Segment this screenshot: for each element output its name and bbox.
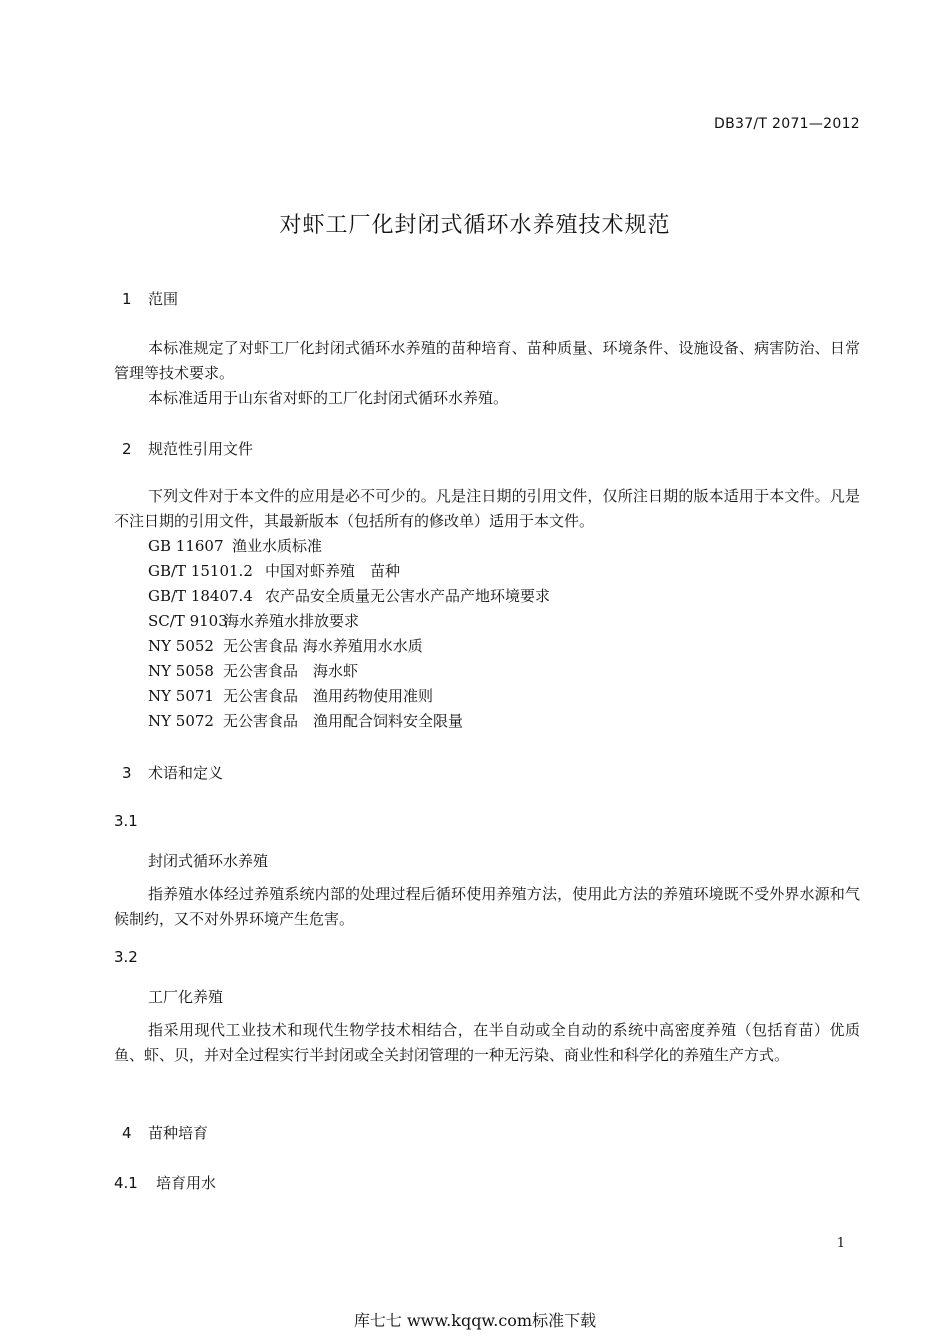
reference-code: GB 11607 [148, 537, 224, 555]
definition-number: 3.1 [114, 812, 138, 830]
reference-item [148, 609, 359, 634]
reference-code: GB/T 15101.2 [148, 562, 253, 580]
section-number: 2 [122, 440, 132, 458]
reference-name: 无公害食品 渔用配合饲料安全限量 [223, 712, 464, 730]
reference-name: 农产品安全质量无公害水产品产地环境要求 [265, 587, 551, 605]
definition-number: 3.2 [114, 948, 138, 966]
reference-code: GB/T 18407.4 [148, 587, 253, 605]
section-1-paragraph-2: 本标准适用于山东省对虾的工厂化封闭式循环水养殖。 [148, 389, 509, 407]
page-number: 1 [836, 1236, 845, 1251]
section-title: 规范性引用文件 [148, 440, 254, 458]
definition-term: 工厂化养殖 [148, 988, 224, 1006]
reference-item [148, 634, 423, 659]
reference-name: 无公害食品 海水养殖用水水质 [223, 637, 423, 655]
reference-name: 渔业水质标准 [232, 537, 323, 555]
section-title: 范围 [148, 290, 179, 308]
reference-code: SC/T 9103 [148, 612, 228, 630]
footer-watermark: 库七七 www.kqqw.com标准下载 [353, 1311, 597, 1330]
reference-item [148, 559, 400, 584]
document-title: 对虾工厂化封闭式循环水养殖技术规范 [279, 213, 671, 238]
reference-item [148, 684, 433, 709]
section-number: 3 [122, 764, 132, 782]
definition-text: 指采用现代工业技术和现代生物学技术相结合，在半自动或全自动的系统中高密度养殖（包括育苗）优质鱼、虾、贝，并对全过程实行半封闭或全关封闭管理的一种无污染、商业性和科学化的养殖生产方式。 [114, 1021, 860, 1064]
reference-name: 海水养殖水排放要求 [224, 612, 360, 630]
section-number: 1 [122, 290, 132, 308]
definition-term: 封闭式循环水养殖 [148, 852, 269, 870]
section-title: 苗种培育 [148, 1124, 209, 1142]
reference-name: 中国对虾养殖 苗种 [265, 562, 401, 580]
reference-code: NY 5071 [148, 687, 214, 705]
reference-item [148, 584, 550, 609]
reference-item [148, 534, 322, 559]
reference-name: 无公害食品 海水虾 [223, 662, 359, 680]
section-1-heading [122, 288, 178, 309]
document-code: DB37/T 2071—2012 [714, 116, 860, 132]
reference-code: NY 5052 [148, 637, 214, 655]
subsection-number: 4.1 [114, 1174, 138, 1192]
section-4-heading [122, 1122, 208, 1143]
section-3-heading [122, 762, 223, 783]
section-1-paragraph-1: 本标准规定了对虾工厂化封闭式循环水养殖的苗种培育、苗种质量、环境条件、设施设备、病害防治、日常管理等技术要求。 [114, 339, 860, 382]
section-2-paragraph-1: 下列文件对于本文件的应用是必不可少的。凡是注日期的引用文件，仅所注日期的版本适用于本文件。凡是不注日期的引用文件，其最新版本（包括所有的修改单）适用于本文件。 [114, 487, 860, 530]
section-title: 术语和定义 [148, 764, 224, 782]
reference-item [148, 709, 463, 734]
reference-code: NY 5072 [148, 712, 214, 730]
reference-item [148, 659, 358, 684]
reference-code: NY 5058 [148, 662, 214, 680]
subsection-4-1-heading [114, 1172, 216, 1193]
definition-text: 指养殖水体经过养殖系统内部的处理过程后循环使用养殖方法，使用此方法的养殖环境既不受外界水源和气候制约，又不对外界环境产生危害。 [114, 885, 860, 928]
section-2-heading [122, 438, 253, 459]
subsection-title: 培育用水 [156, 1174, 217, 1192]
reference-name: 无公害食品 渔用药物使用准则 [223, 687, 434, 705]
section-number: 4 [122, 1124, 132, 1142]
